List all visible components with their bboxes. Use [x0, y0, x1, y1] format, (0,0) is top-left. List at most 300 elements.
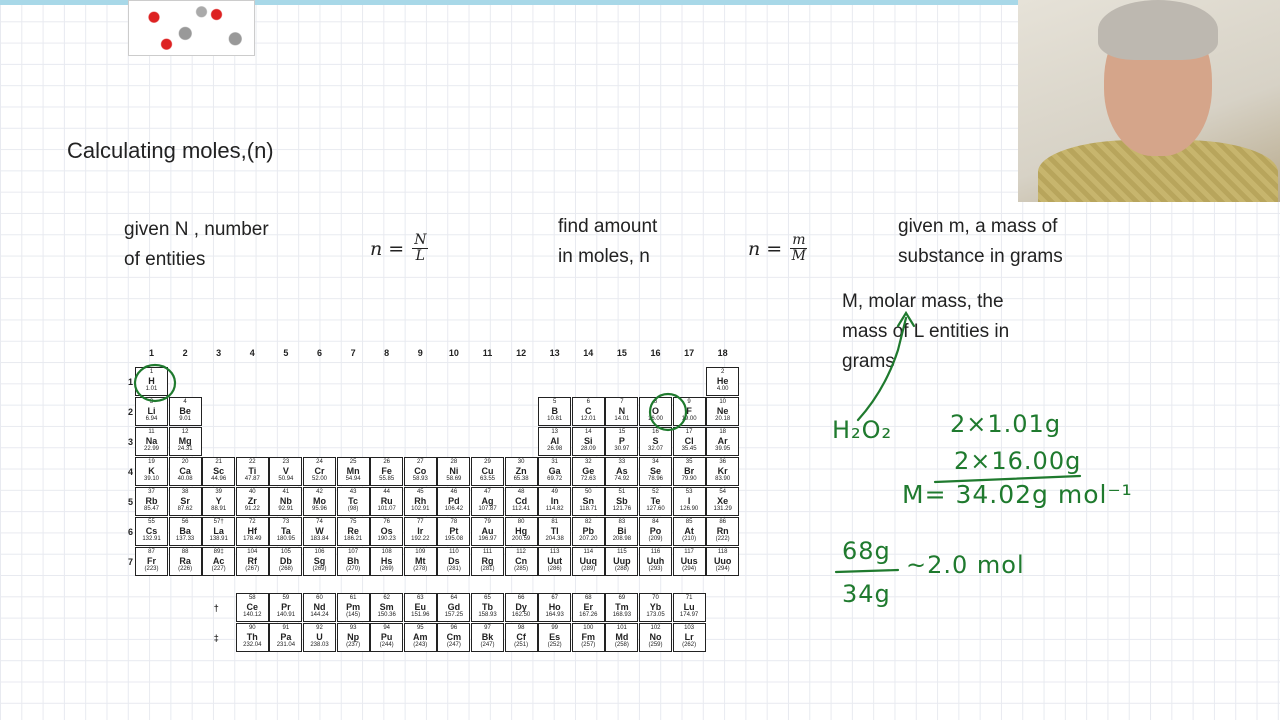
atomic-mass: 88.91 [211, 506, 227, 512]
atomic-mass: 83.90 [715, 476, 731, 482]
element-symbol: Hg [515, 526, 528, 536]
atomic-mass: 132.91 [142, 536, 161, 542]
atomic-mass: 12.01 [580, 416, 596, 422]
atomic-number: 108 [381, 549, 392, 555]
element-symbol: Yb [649, 602, 662, 612]
atomic-number: 20 [181, 459, 189, 465]
element-symbol: Ne [716, 406, 729, 416]
atomic-number: 74 [316, 519, 323, 525]
atomic-number: 111 [482, 549, 493, 555]
atomic-number: 85 [685, 519, 693, 525]
atomic-mass: 14.01 [614, 416, 630, 422]
atomic-mass: 118.71 [579, 506, 598, 512]
atomic-mass: 72.63 [580, 476, 596, 482]
atomic-mass: 58.93 [412, 476, 428, 482]
atomic-number: 58 [248, 595, 256, 601]
atomic-mass: (270) [346, 566, 361, 572]
atomic-mass: (243) [413, 642, 428, 648]
element-symbol: Os [380, 526, 393, 536]
element-symbol: Rf [247, 556, 258, 566]
element-symbol: Rn [716, 526, 729, 536]
element-symbol: Pa [280, 632, 292, 642]
group-label: 11 [482, 348, 493, 358]
atomic-number: 94 [383, 625, 391, 631]
atomic-number: 62 [383, 595, 391, 601]
element-symbol: Tl [550, 526, 559, 536]
atomic-number: 1 [149, 369, 154, 375]
element-symbol: Mn [346, 466, 360, 476]
element-symbol: Co [414, 466, 427, 476]
atomic-number: 110 [449, 549, 459, 555]
atomic-mass: 47.87 [244, 476, 260, 482]
atomic-mass: (281) [446, 566, 461, 572]
atomic-number: 115 [617, 549, 627, 555]
element-symbol: Ni [449, 466, 459, 476]
element-symbol: Bk [481, 632, 494, 642]
element-symbol: Sb [616, 496, 628, 506]
element-symbol: Ca [179, 466, 191, 476]
element-symbol: Al [550, 436, 560, 446]
atomic-number: 70 [652, 595, 659, 601]
atomic-number: 27 [416, 459, 424, 465]
atomic-number: 6 [586, 399, 590, 405]
element-symbol: Ds [448, 556, 460, 566]
atomic-mass: 112.41 [512, 506, 531, 512]
atomic-number: 60 [316, 595, 323, 601]
atomic-mass: 20.18 [715, 416, 731, 422]
atomic-number: 49 [551, 489, 559, 495]
atomic-mass: 200.59 [511, 536, 531, 542]
group-label: 14 [583, 348, 594, 358]
atomic-number: 44 [383, 489, 391, 495]
atomic-mass: (285) [514, 566, 529, 572]
atomic-number: 118 [717, 549, 728, 555]
atomic-mass: 204.38 [545, 536, 564, 542]
element-symbol: Sn [582, 496, 595, 506]
group-label: 16 [650, 348, 661, 358]
group-label: 3 [216, 348, 222, 358]
atomic-mass: 126.90 [679, 506, 699, 512]
atomic-mass: 22.99 [143, 446, 159, 452]
element-symbol: Rg [481, 556, 494, 566]
element-symbol: He [716, 376, 729, 386]
atomic-mass: 4.00 [716, 386, 729, 392]
atomic-mass: 164.93 [545, 612, 564, 618]
atomic-number: 107 [348, 549, 359, 555]
find-amount-line1: find amount [558, 216, 658, 237]
atomic-mass: (145) [346, 612, 361, 618]
element-symbol: Tm [615, 602, 629, 612]
element-symbol: Na [145, 436, 158, 446]
group-label: 15 [616, 348, 627, 358]
element-symbol: Tb [482, 602, 493, 612]
element-symbol: Xe [717, 496, 729, 506]
group-label: 10 [448, 348, 459, 358]
atomic-number: 117 [684, 549, 694, 555]
atomic-mass: 138.91 [209, 536, 228, 542]
given-N-line2: of entities [124, 249, 206, 270]
atomic-mass: 26.98 [547, 446, 563, 452]
atomic-number: 88 [181, 549, 189, 555]
element-symbol: Ti [248, 466, 257, 476]
element-symbol: O [651, 406, 659, 416]
atomic-number: 25 [349, 459, 357, 465]
atomic-number: 36 [719, 459, 727, 465]
atomic-mass: 101.07 [377, 506, 396, 512]
element-symbol: At [684, 526, 694, 536]
element-symbol: P [618, 436, 625, 446]
atomic-mass: (257) [581, 642, 596, 648]
atomic-mass: 208.98 [612, 536, 632, 542]
atomic-number: 13 [551, 429, 559, 435]
group-label: 13 [549, 348, 560, 358]
atomic-mass: (258) [614, 642, 629, 648]
element-symbol: Re [347, 526, 359, 536]
group-label: 6 [316, 348, 322, 358]
element-symbol: Ar [717, 436, 728, 446]
element-symbol: Ga [548, 466, 561, 476]
element-symbol: Mg [178, 436, 192, 446]
element-symbol: Se [649, 466, 661, 476]
atomic-mass: 58.69 [446, 476, 462, 482]
atomic-mass: 69.72 [547, 476, 563, 482]
atomic-mass: 173.05 [646, 612, 665, 618]
atomic-number: 75 [349, 519, 357, 525]
element-symbol: Po [649, 526, 662, 536]
atomic-number: 32 [584, 459, 592, 465]
element-symbol: B [551, 406, 558, 416]
group-label: 1 [148, 348, 154, 358]
element-symbol: Be [179, 406, 191, 416]
atomic-number: 50 [584, 489, 592, 495]
element-symbol: Ra [179, 556, 191, 566]
atomic-mass: 63.55 [479, 476, 495, 482]
element-symbol: Pb [582, 526, 595, 536]
atomic-number: 57† [213, 519, 224, 525]
atomic-number: 14 [584, 429, 592, 435]
atomic-mass: (252) [547, 642, 562, 648]
atomic-mass: (278) [413, 566, 428, 572]
atomic-mass: 158.93 [478, 612, 497, 618]
element-symbol: Ta [280, 526, 291, 536]
atomic-number: 77 [416, 519, 424, 525]
element-symbol: In [550, 496, 559, 506]
atomic-mass: (210) [682, 536, 697, 542]
atomic-number: 71 [685, 595, 693, 601]
atomic-mass: 140.91 [276, 612, 296, 618]
atomic-number: 103 [684, 625, 695, 631]
sum-line [935, 476, 1080, 482]
eq1-denominator: L [415, 248, 425, 264]
handwritten-line2: 2×16.00g [954, 447, 1082, 475]
handwritten-line1: 2×1.01g [950, 410, 1062, 438]
element-symbol: Li [147, 406, 156, 416]
atomic-mass: 1.01 [145, 386, 158, 392]
element-symbol: Dy [515, 602, 527, 612]
element-symbol: Cr [314, 466, 325, 476]
element-symbol: La [213, 526, 224, 536]
element-symbol: U [316, 632, 323, 642]
element-symbol: C [585, 406, 592, 416]
element-symbol: Ac [212, 556, 225, 566]
element-symbol: Db [279, 556, 292, 566]
element-symbol: Zr [247, 496, 257, 506]
element-symbol: Er [583, 602, 594, 612]
element-symbol: As [616, 466, 628, 476]
circle-O [650, 394, 686, 430]
atomic-mass: 232.04 [243, 642, 262, 648]
atomic-mass: 192.22 [411, 536, 430, 542]
element-symbol: W [315, 526, 324, 536]
element-symbol: Te [650, 496, 661, 506]
atomic-mass: 167.26 [579, 612, 598, 618]
atomic-number: 82 [584, 519, 592, 525]
molar-mass-line3: grams [842, 351, 895, 372]
atomic-mass: 231.04 [276, 642, 296, 648]
atomic-mass: 196.97 [478, 536, 497, 542]
atomic-mass: (223) [144, 566, 159, 572]
atomic-number: 5 [553, 399, 557, 405]
element-symbol: Gd [447, 602, 461, 612]
atomic-number: 46 [450, 489, 458, 495]
element-symbol: Kr [717, 466, 728, 476]
atomic-number: 53 [685, 489, 693, 495]
atomic-number: 114 [583, 549, 594, 555]
element-symbol: S [652, 436, 659, 446]
atomic-number: 72 [248, 519, 256, 525]
atomic-number: 109 [415, 549, 426, 555]
element-symbol: Ir [417, 526, 424, 536]
atomic-mass: (267) [245, 566, 260, 572]
atomic-mass: (98) [347, 506, 359, 512]
atomic-number: 67 [551, 595, 559, 601]
atomic-number: 8 [653, 399, 658, 405]
element-symbol: Fe [381, 466, 392, 476]
atomic-mass: 32.07 [647, 446, 663, 452]
element-symbol: Pd [448, 496, 460, 506]
element-symbol: Nb [279, 496, 292, 506]
atomic-number: 2 [721, 369, 725, 375]
atomic-mass: 16.00 [647, 416, 663, 422]
atomic-number: 23 [282, 459, 290, 465]
element-symbol: K [148, 466, 155, 476]
atomic-number: 40 [248, 489, 256, 495]
atomic-number: 73 [282, 519, 290, 525]
atomic-mass: 186.21 [343, 536, 363, 542]
element-symbol: Pm [346, 602, 361, 612]
page-title: Calculating moles,(n) [67, 138, 274, 163]
atomic-number: 21 [215, 459, 223, 465]
group-label: 17 [684, 348, 695, 358]
group-label: 8 [384, 348, 390, 358]
atomic-mass: 91.22 [244, 506, 260, 512]
element-symbol: Lu [683, 602, 695, 612]
atomic-mass: (209) [648, 536, 663, 542]
element-symbol: Ag [481, 496, 494, 506]
handwritten-frac-num: 68g [842, 537, 891, 565]
atomic-mass: 24.31 [177, 446, 193, 452]
atomic-mass: 79.90 [681, 476, 697, 482]
atomic-mass: (262) [682, 642, 697, 648]
presenter-hair [1098, 0, 1218, 60]
atomic-mass: (227) [211, 566, 226, 572]
atomic-mass: 35.45 [681, 446, 697, 452]
period-label: 3 [128, 437, 134, 447]
atomic-number: 83 [618, 519, 626, 525]
period-label: 7 [128, 557, 134, 567]
atomic-number: 105 [280, 549, 291, 555]
atomic-number: 51 [618, 489, 626, 495]
atomic-number: 66 [517, 595, 525, 601]
atomic-number: 17 [685, 429, 693, 435]
atomic-mass: 162.50 [511, 612, 531, 618]
atomic-mass: (247) [480, 642, 495, 648]
handwritten-frac-den: 34g [842, 580, 891, 608]
atomic-number: 68 [584, 595, 592, 601]
atomic-number: 54 [719, 489, 727, 495]
atomic-mass: (268) [278, 566, 293, 572]
atomic-number: 59 [282, 595, 290, 601]
atomic-mass: 65.38 [513, 476, 529, 482]
atomic-number: 42 [316, 489, 323, 495]
atomic-mass: 195.08 [444, 536, 464, 542]
element-symbol: No [649, 632, 662, 642]
element-symbol: Pu [380, 632, 393, 642]
element-symbol: Hs [380, 556, 393, 566]
atomic-mass: 40.08 [177, 476, 193, 482]
atomic-mass: 168.93 [612, 612, 632, 618]
element-symbol: Fr [147, 556, 156, 566]
element-symbol: Si [584, 436, 593, 446]
given-m-line2: substance in grams [898, 246, 1063, 267]
handwritten-result: ~2.0 mol [906, 551, 1025, 579]
atomic-mass: 238.03 [310, 642, 329, 648]
element-symbol: N [618, 406, 626, 416]
atomic-mass: 54.94 [345, 476, 361, 482]
element-symbol: Uuq [579, 556, 598, 566]
atomic-mass: 6.94 [145, 416, 158, 422]
atomic-mass: 178.49 [243, 536, 262, 542]
element-symbol: H [148, 376, 155, 386]
group-label: 18 [717, 348, 728, 358]
atomic-mass: 183.84 [310, 536, 329, 542]
handwritten-formula: H₂O₂ [832, 416, 893, 444]
element-symbol: Lr [684, 632, 694, 642]
atomic-number: 91 [282, 625, 290, 631]
atomic-number: 64 [450, 595, 458, 601]
atomic-mass: 92.91 [278, 506, 294, 512]
element-symbol: Uuo [713, 556, 732, 566]
atomic-mass: (288) [614, 566, 629, 572]
atomic-number: 35 [685, 459, 693, 465]
atomic-number: 90 [248, 625, 256, 631]
group-label: 4 [249, 348, 255, 358]
atomic-number: 52 [652, 489, 659, 495]
element-symbol: Ho [548, 602, 561, 612]
eq2-numerator: m [792, 232, 806, 248]
element-symbol: Mo [313, 496, 326, 506]
atomic-mass: (226) [178, 566, 193, 572]
atomic-number: 84 [652, 519, 659, 525]
atomic-mass: 144.24 [310, 612, 329, 618]
element-symbol: Au [481, 526, 494, 536]
atomic-mass: 131.29 [713, 506, 732, 512]
element-symbol: Rh [414, 496, 427, 506]
atomic-number: 24 [316, 459, 323, 465]
atomic-number: 16 [652, 429, 659, 435]
atomic-mass: 10.81 [547, 416, 563, 422]
atomic-mass: 150.36 [377, 612, 396, 618]
atomic-mass: 30.97 [614, 446, 630, 452]
element-symbol: Br [684, 466, 695, 476]
atomic-mass: 157.25 [444, 612, 464, 618]
atomic-number: 48 [517, 489, 525, 495]
element-symbol: Es [549, 632, 561, 642]
atomic-mass: 19.00 [681, 416, 697, 422]
atomic-mass: 74.92 [614, 476, 630, 482]
element-symbol: Sm [379, 602, 394, 612]
atomic-mass: (294) [682, 566, 697, 572]
atomic-mass: 137.33 [175, 536, 195, 542]
atomic-number: 31 [551, 459, 559, 465]
atomic-number: 99 [551, 625, 559, 631]
atomic-number: 96 [450, 625, 458, 631]
element-symbol: Tc [348, 496, 359, 506]
atomic-number: 33 [618, 459, 626, 465]
element-symbol: Bi [617, 526, 627, 536]
element-symbol: Ru [380, 496, 393, 506]
atomic-number: 61 [349, 595, 357, 601]
element-symbol: Y [215, 496, 222, 506]
atomic-mass: 121.76 [612, 506, 632, 512]
atomic-number: 101 [616, 625, 627, 631]
atomic-mass: (293) [648, 566, 663, 572]
atomic-mass: 50.94 [278, 476, 294, 482]
atomic-number: 69 [618, 595, 626, 601]
atomic-number: 86 [719, 519, 727, 525]
element-symbol: Cn [515, 556, 528, 566]
webcam-feed [1018, 0, 1280, 202]
atomic-number: 100 [583, 625, 594, 631]
atomic-number: 104 [247, 549, 258, 555]
element-symbol: Mt [415, 556, 426, 566]
element-symbol: Sc [213, 466, 225, 476]
atomic-mass: 39.10 [143, 476, 159, 482]
atomic-mass: (237) [346, 642, 361, 648]
period-label: 4 [128, 467, 134, 477]
eq2-lhs: n = [748, 237, 783, 260]
atomic-mass: (222) [715, 536, 730, 542]
atomic-mass: 107.87 [478, 506, 497, 512]
element-symbol: Rb [145, 496, 158, 506]
element-symbol: Uut [547, 556, 563, 566]
element-symbol: Eu [414, 602, 427, 612]
period-label: 6 [128, 527, 134, 537]
group-label: 5 [283, 348, 289, 358]
atomic-mass: (294) [715, 566, 730, 572]
atomic-number: 28 [450, 459, 458, 465]
atomic-mass: 207.20 [579, 536, 598, 542]
atomic-mass: 190.23 [377, 536, 396, 542]
atomic-mass: 39.95 [715, 446, 731, 452]
atomic-number: 106 [314, 549, 325, 555]
element-symbol: Ge [582, 466, 595, 476]
element-symbol: Uuh [646, 556, 665, 566]
element-symbol: Sr [180, 496, 190, 506]
atomic-number: 41 [282, 489, 290, 495]
atomic-number: 102 [650, 625, 661, 631]
atomic-number: 29 [484, 459, 491, 465]
